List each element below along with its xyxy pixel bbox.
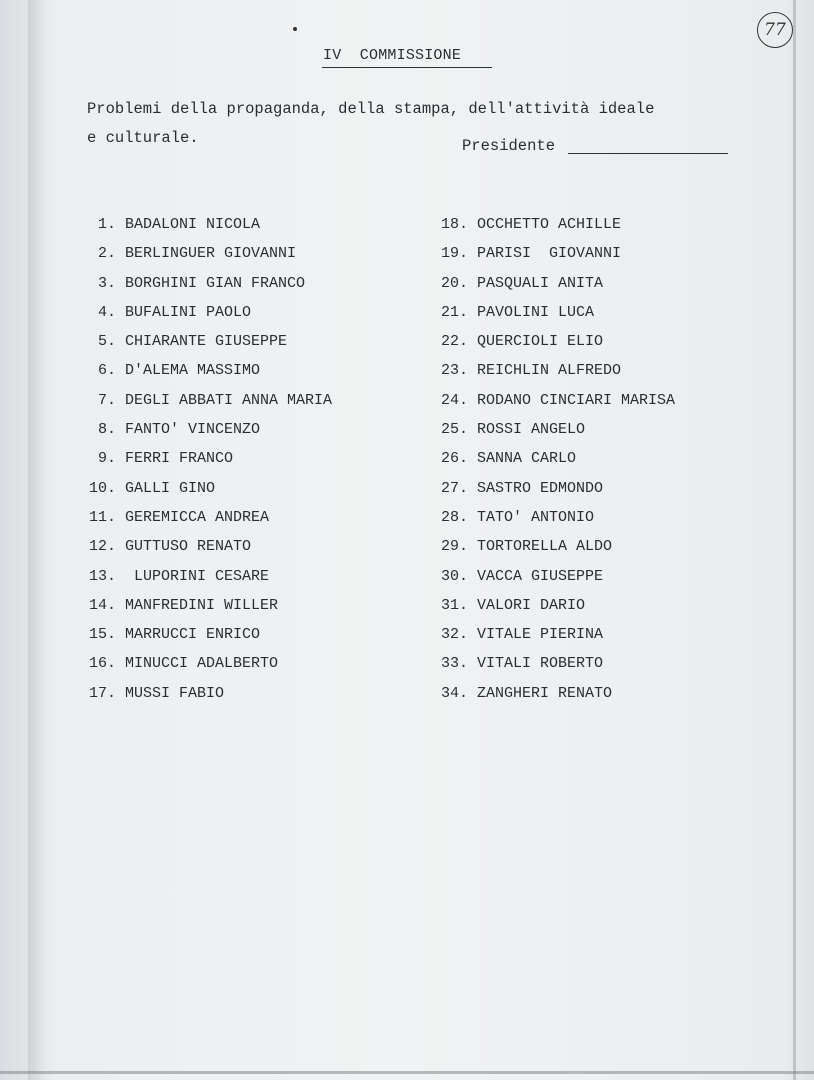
member-number: 21. — [440, 303, 468, 321]
member-name: TATO' ANTONIO — [477, 508, 595, 526]
member-entry — [430, 333, 675, 362]
member-entry — [78, 626, 332, 655]
member-entry — [430, 304, 675, 333]
member-name: VITALI ROBERTO — [477, 655, 604, 673]
member-name: REICHLIN ALFREDO — [477, 362, 622, 380]
heading-underline — [322, 67, 492, 68]
member-name: FANTO' VINCENZO — [125, 421, 261, 439]
member-name: OCCHETTO ACHILLE — [477, 216, 622, 233]
member-entry — [430, 421, 675, 450]
members-list-right — [430, 216, 675, 714]
member-name: PASQUALI ANITA — [477, 274, 604, 292]
member-entry — [430, 655, 675, 684]
member-number: 22. — [440, 333, 468, 351]
member-name: MUSSI FABIO — [125, 684, 225, 702]
member-number: 28. — [440, 508, 468, 526]
member-number: 5. — [97, 333, 116, 351]
member-name: MARRUCCI ENRICO — [125, 626, 261, 644]
member-number: 1. — [97, 216, 116, 233]
description-line-1: Problemi della propaganda, della stampa, dell'attività ideale — [87, 100, 655, 118]
member-number: 31. — [440, 596, 468, 614]
member-name: GALLI GINO — [125, 479, 216, 497]
member-number: 34. — [440, 684, 468, 702]
member-number: 10. — [88, 479, 116, 497]
member-name: RODANO CINCIARI MARISA — [477, 391, 676, 409]
member-entry — [430, 392, 675, 421]
member-name: VACCA GIUSEPPE — [477, 567, 604, 585]
member-name: QUERCIOLI ELIO — [477, 333, 604, 351]
member-number: 9. — [97, 450, 116, 468]
member-name: PARISI GIOVANNI — [477, 245, 622, 263]
member-entry — [78, 538, 332, 567]
member-number: 2. — [97, 245, 116, 263]
commission-heading: IV COMMISSIONE — [323, 47, 462, 64]
member-entry — [78, 685, 332, 714]
handwritten-page-number: 77 — [757, 12, 793, 48]
member-name: VALORI DARIO — [477, 596, 586, 614]
member-entry — [78, 655, 332, 684]
member-number: 26. — [440, 450, 468, 468]
scan-shadow-left — [28, 0, 46, 1080]
member-number: 12. — [88, 538, 116, 556]
member-name: MANFREDINI WILLER — [125, 596, 279, 614]
member-number: 25. — [440, 421, 468, 439]
member-name: TORTORELLA ALDO — [477, 538, 613, 556]
member-name: ZANGHERI RENATO — [477, 684, 613, 702]
member-number: 29. — [440, 538, 468, 556]
member-entry — [430, 509, 675, 538]
member-name: ROSSI ANGELO — [477, 421, 586, 439]
member-entry — [78, 333, 332, 362]
member-number: 17. — [88, 684, 116, 702]
member-number: 4. — [97, 303, 116, 321]
member-number: 32. — [440, 626, 468, 644]
member-name: CHIARANTE GIUSEPPE — [125, 333, 288, 351]
member-entry — [430, 568, 675, 597]
member-number: 19. — [440, 245, 468, 263]
member-number: 20. — [440, 274, 468, 292]
description-line-2: e culturale. — [87, 129, 199, 147]
member-entry — [78, 362, 332, 391]
member-name: VITALE PIERINA — [477, 626, 604, 644]
member-name: SASTRO EDMONDO — [477, 479, 604, 497]
member-entry — [78, 421, 332, 450]
scan-edge-bottom — [0, 1071, 814, 1074]
member-entry — [430, 480, 675, 509]
member-name: BUFALINI PAOLO — [125, 303, 252, 321]
member-name: MINUCCI ADALBERTO — [125, 655, 279, 673]
member-number: 6. — [97, 362, 116, 380]
member-name: LUPORINI CESARE — [125, 567, 270, 585]
member-number: 14. — [88, 596, 116, 614]
member-entry — [430, 597, 675, 626]
member-number: 15. — [88, 626, 116, 644]
member-number: 30. — [440, 567, 468, 585]
member-number: 23. — [440, 362, 468, 380]
member-name: D'ALEMA MASSIMO — [125, 362, 261, 380]
member-entry — [78, 450, 332, 479]
member-entry — [78, 245, 332, 274]
member-name: BERLINGUER GIOVANNI — [125, 245, 297, 263]
member-number: 11. — [88, 508, 116, 526]
member-number: 18. — [440, 216, 468, 233]
presidente-label: Presidente — [462, 137, 556, 155]
scan-edge-right — [793, 0, 796, 1080]
ink-speck — [293, 27, 297, 31]
member-entry — [78, 216, 332, 245]
member-name: FERRI FRANCO — [125, 450, 234, 468]
member-number: 33. — [440, 655, 468, 673]
member-name: BADALONI NICOLA — [125, 216, 261, 233]
member-number: 27. — [440, 479, 468, 497]
member-entry — [430, 685, 675, 714]
member-name: DEGLI ABBATI ANNA MARIA — [125, 391, 333, 409]
member-entry — [78, 480, 332, 509]
member-entry — [430, 450, 675, 479]
member-name: PAVOLINI LUCA — [477, 303, 595, 321]
member-entry — [78, 392, 332, 421]
member-name: BORGHINI GIAN FRANCO — [125, 274, 306, 292]
member-number: 13. — [88, 567, 116, 585]
member-name: GEREMICCA ANDREA — [125, 508, 270, 526]
member-name: GUTTUSO RENATO — [125, 538, 252, 556]
member-entry — [78, 304, 332, 333]
member-entry — [430, 216, 675, 245]
member-number: 7. — [97, 391, 116, 409]
member-entry — [78, 568, 332, 597]
member-entry — [430, 626, 675, 655]
members-list-left — [78, 216, 332, 714]
member-number: 8. — [97, 421, 116, 439]
member-entry — [78, 597, 332, 626]
member-number: 24. — [440, 391, 468, 409]
member-entry — [78, 275, 332, 304]
member-entry — [430, 362, 675, 391]
member-entry — [78, 509, 332, 538]
member-number: 3. — [97, 274, 116, 292]
member-entry — [430, 538, 675, 567]
presidente-blank-line — [568, 153, 728, 154]
member-number: 16. — [88, 655, 116, 673]
member-entry — [430, 245, 675, 274]
member-entry — [430, 275, 675, 304]
member-name: SANNA CARLO — [477, 450, 577, 468]
